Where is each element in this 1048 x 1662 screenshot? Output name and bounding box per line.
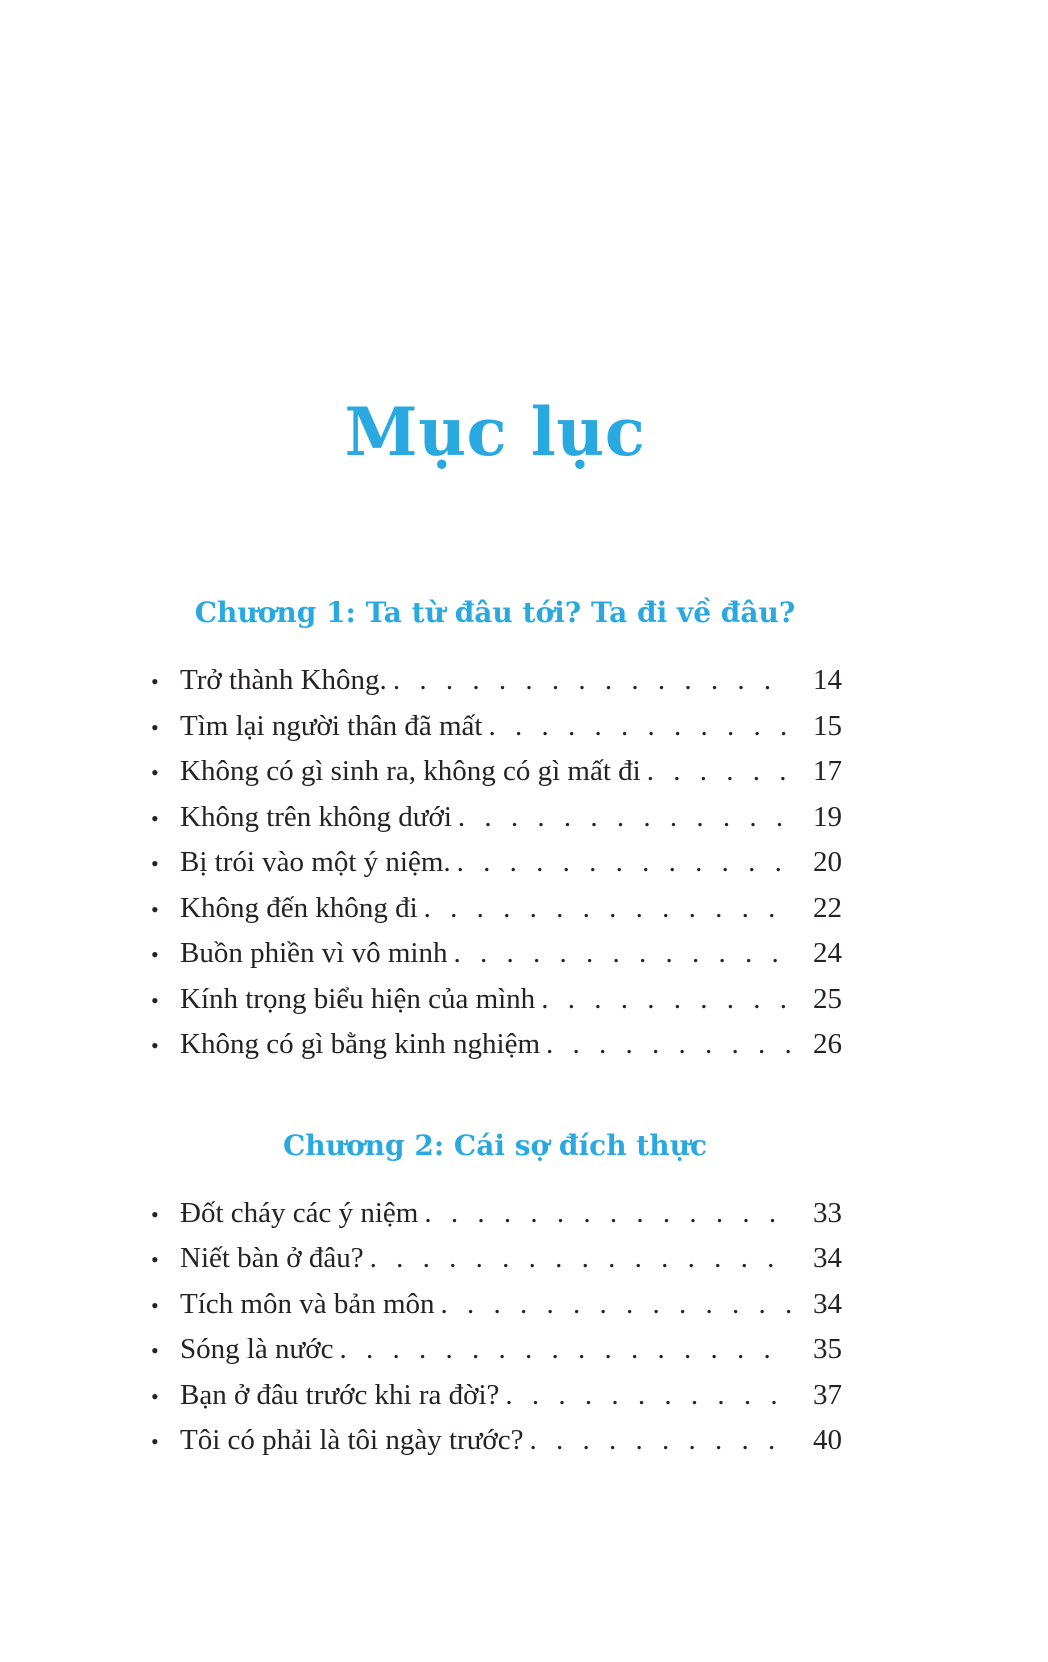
- toc-entry-label: Sóng là nước: [180, 1333, 334, 1366]
- page-number: 15: [813, 709, 842, 742]
- bullet-icon: •: [151, 805, 159, 831]
- bullet-icon: •: [151, 669, 159, 695]
- dot-leader: [541, 977, 792, 1023]
- page-number: 33: [813, 1196, 842, 1229]
- toc-entry: [148, 795, 842, 841]
- toc-entry: [148, 886, 842, 932]
- page-title: Mục lục: [344, 393, 646, 471]
- page-number: 22: [813, 891, 842, 924]
- bullet-icon: •: [151, 1429, 159, 1455]
- page-number: 24: [813, 937, 842, 970]
- toc-entry-label: Không trên không dưới: [180, 800, 452, 833]
- dot-leader: [457, 840, 792, 886]
- toc-entry-label: Không đến không đi: [180, 891, 418, 924]
- dot-leader: [424, 886, 792, 932]
- bullet-icon: •: [151, 1033, 159, 1059]
- dot-leader: [424, 1191, 792, 1237]
- toc-entry: [148, 1418, 842, 1464]
- toc-entry-label: Trở thành Không.: [180, 664, 387, 697]
- toc-entry: [148, 749, 842, 795]
- bullet-icon: •: [151, 851, 159, 877]
- bullet-icon: •: [151, 1292, 159, 1318]
- toc-entry-label: Bạn ở đâu trước khi ra đời?: [180, 1378, 500, 1411]
- dot-leader: [453, 931, 792, 977]
- dot-leader: [647, 749, 792, 795]
- toc-entry-label: Kính trọng biểu hiện của mình: [180, 982, 536, 1015]
- chapters: [148, 595, 842, 1464]
- page-number: 20: [813, 846, 842, 879]
- toc-entry-label: Niết bàn ở đâu?: [180, 1242, 364, 1275]
- toc-entry-label: Bị trói vào một ý niệm.: [180, 846, 451, 879]
- toc-entry-label: Tôi có phải là tôi ngày trước?: [180, 1424, 524, 1457]
- dot-leader: [458, 795, 792, 841]
- page-number: 40: [813, 1424, 842, 1457]
- toc-list: [148, 1191, 842, 1464]
- page-number: 17: [813, 755, 842, 788]
- chapter-heading: Chương 1: Ta từ đâu tới? Ta đi về đâu?: [194, 596, 796, 630]
- page-number: 25: [813, 982, 842, 1015]
- toc-entry: [148, 658, 842, 704]
- toc-entry: [148, 931, 842, 977]
- dot-leader: [488, 704, 792, 750]
- dot-leader: [530, 1418, 793, 1464]
- toc-entry-label: Tìm lại người thân đã mất: [180, 709, 483, 742]
- bullet-icon: •: [151, 896, 159, 922]
- chapter-heading: Chương 2: Cái sợ đích thực: [283, 1128, 707, 1162]
- page-number: 14: [813, 664, 842, 697]
- toc-entry-label: Tích môn và bản môn: [180, 1287, 435, 1320]
- page-number: 34: [813, 1287, 842, 1320]
- bullet-icon: •: [151, 1201, 159, 1227]
- dot-leader: [546, 1022, 792, 1068]
- bullet-icon: •: [151, 1338, 159, 1364]
- dot-leader: [370, 1236, 792, 1282]
- bullet-icon: •: [151, 714, 159, 740]
- bullet-icon: •: [151, 760, 159, 786]
- dot-leader: [393, 658, 792, 704]
- page-number: 37: [813, 1378, 842, 1411]
- toc-entry: [148, 977, 842, 1023]
- toc-entry: [148, 1373, 842, 1419]
- toc-entry: [148, 840, 842, 886]
- toc-entry: [148, 704, 842, 750]
- toc-entry-label: Đốt cháy các ý niệm: [180, 1196, 419, 1229]
- toc-content: [148, 0, 842, 1464]
- bullet-icon: •: [151, 942, 159, 968]
- page-number: 34: [813, 1242, 842, 1275]
- dot-leader: [441, 1282, 792, 1328]
- toc-entry-label: Không có gì bằng kinh nghiệm: [180, 1028, 541, 1061]
- bullet-icon: •: [151, 1383, 159, 1409]
- dot-leader: [505, 1373, 792, 1419]
- page-number: 19: [813, 800, 842, 833]
- page-number: 26: [813, 1028, 842, 1061]
- dot-leader: [339, 1327, 792, 1373]
- toc-entry: [148, 1191, 842, 1237]
- toc-entry: [148, 1282, 842, 1328]
- toc-entry: [148, 1236, 842, 1282]
- bullet-icon: •: [151, 987, 159, 1013]
- toc-entry: [148, 1022, 842, 1068]
- toc-entry: [148, 1327, 842, 1373]
- toc-entry-label: Buồn phiền vì vô minh: [180, 937, 448, 970]
- toc-entry-label: Không có gì sinh ra, không có gì mất đi: [180, 755, 641, 788]
- bullet-icon: •: [151, 1247, 159, 1273]
- toc-list: [148, 658, 842, 1068]
- page-number: 35: [813, 1333, 842, 1366]
